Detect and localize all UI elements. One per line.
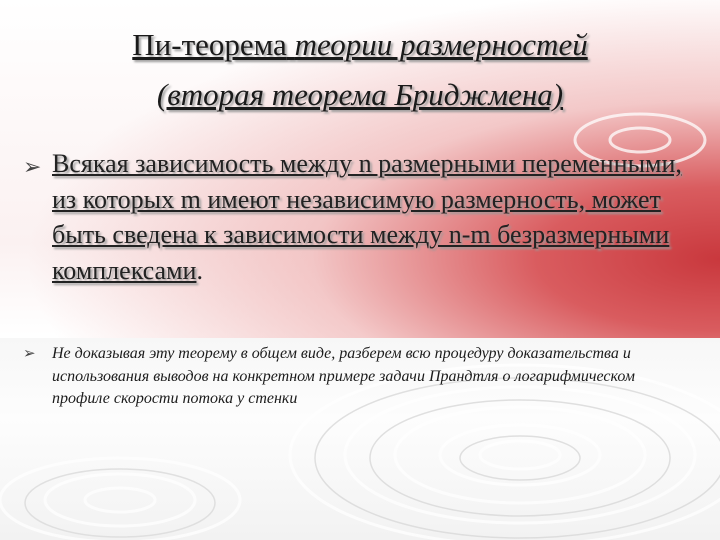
arrow-bullet-icon: ➢ [23,346,36,362]
bullet-item-2 [23,343,692,411]
title-normal-text: Пи-теорема [132,27,287,62]
bullet-1-text: Всякая зависимость между n размерными переменными, из которых m имеют независимую размерность, может быть сведена к зависимости между n-m безразмерными комплексами [52,149,682,285]
slide-title [20,20,700,120]
title-line-1 [20,20,700,70]
bullet-2-text: Не доказывая эту теорему в общем виде, разберем всю процедуру доказательства и использования выводов на конкретном примере задачи Прандтля о логарифмическом профиле скорости потока у стенки [52,345,635,407]
arrow-bullet-icon: ➢ [23,154,42,179]
bullet-1-period: . [196,255,203,285]
title-italic-text: теории размерностей [294,27,588,62]
bullet-item-1 [23,146,702,288]
title-line-2: (вторая теорема Бриджмена) [156,77,564,112]
